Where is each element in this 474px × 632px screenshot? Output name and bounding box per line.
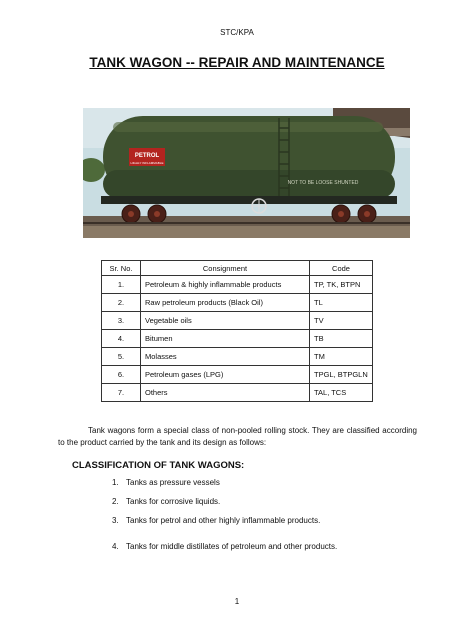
list-item-text: Tanks for petrol and other highly inflammable products. — [126, 516, 321, 525]
table-row — [102, 384, 373, 402]
row-consignment: Vegetable oils — [141, 312, 310, 330]
table-row — [102, 330, 373, 348]
row-consignment: Molasses — [141, 348, 310, 366]
table-row — [102, 366, 373, 384]
row-sr: 1. — [102, 276, 141, 294]
list-item-number: 3. — [112, 516, 119, 525]
row-code: TV — [310, 312, 373, 330]
row-consignment: Others — [141, 384, 310, 402]
list-item-number: 4. — [112, 542, 119, 551]
page-title: TANK WAGON -- REPAIR AND MAINTENANCE — [89, 55, 385, 70]
consignment-table — [101, 260, 373, 402]
inflammable-label: HIGHLY INFLAMMABLE — [130, 161, 164, 165]
table-header-row — [102, 261, 373, 276]
list-item-text: Tanks for middle distillates of petroleum and other products. — [126, 542, 338, 551]
row-code: TL — [310, 294, 373, 312]
list-item-number: 2. — [112, 497, 119, 506]
classification-heading: CLASSIFICATION OF TANK WAGONS: — [72, 460, 245, 471]
shunt-warning-text: NOT TO BE LOOSE SHUNTED — [287, 180, 359, 186]
row-code: TPGL, BTPGLN — [310, 366, 373, 384]
row-sr: 2. — [102, 294, 141, 312]
row-consignment: Petroleum gases (LPG) — [141, 366, 310, 384]
list-item — [112, 542, 337, 551]
tank-wagon-photo — [83, 108, 410, 238]
page-header: STC/KPA — [220, 28, 254, 37]
table-row — [102, 276, 373, 294]
petrol-label: PETROL — [134, 153, 160, 159]
list-item-text: Tanks for corrosive liquids. — [126, 497, 221, 506]
list-item — [112, 516, 320, 525]
list-item — [112, 497, 220, 506]
list-item-text: Tanks as pressure vessels — [126, 478, 220, 487]
row-sr: 6. — [102, 366, 141, 384]
row-sr: 3. — [102, 312, 141, 330]
row-sr: 4. — [102, 330, 141, 348]
row-code: TM — [310, 348, 373, 366]
table-row — [102, 294, 373, 312]
row-consignment: Raw petroleum products (Black Oil) — [141, 294, 310, 312]
col-header-consignment: Consignment — [141, 261, 310, 276]
row-code: TB — [310, 330, 373, 348]
col-header-sr-no: Sr. No. — [102, 261, 141, 276]
row-code: TP, TK, BTPN — [310, 276, 373, 294]
row-consignment: Bitumen — [141, 330, 310, 348]
table-row — [102, 348, 373, 366]
row-consignment: Petroleum & highly inflammable products — [141, 276, 310, 294]
col-header-code: Code — [310, 261, 373, 276]
row-sr: 5. — [102, 348, 141, 366]
table-row — [102, 312, 373, 330]
row-sr: 7. — [102, 384, 141, 402]
list-item — [112, 478, 220, 487]
row-code: TAL, TCS — [310, 384, 373, 402]
list-item-number: 1. — [112, 478, 119, 487]
page-number: 1 — [234, 597, 240, 606]
intro-paragraph: Tank wagons form a special class of non-pooled rolling stock. They are classified according to the product carried by the tank and its design as follows: — [58, 426, 417, 447]
